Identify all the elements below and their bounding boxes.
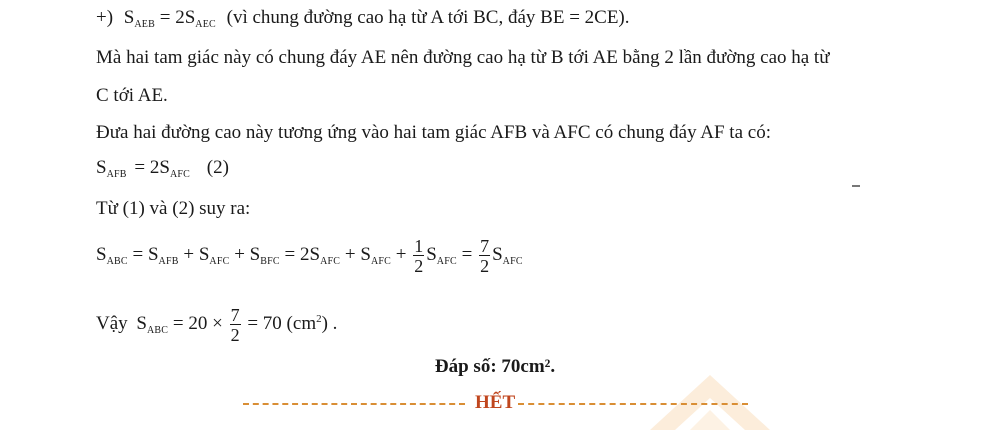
subscript: AFC	[436, 256, 457, 267]
stray-mark	[852, 185, 860, 187]
fraction-one-half	[413, 237, 424, 275]
operator-term: + S	[183, 244, 210, 265]
subscript: AFC	[502, 256, 523, 267]
operator-term: + S	[344, 244, 371, 265]
symbol-s: S	[426, 244, 437, 265]
statement-line-6: Từ (1) và (2) suy ra:	[96, 198, 251, 219]
subscript: ABC	[146, 325, 169, 336]
explanation-note: (vì chung đường cao hạ từ A tới BC, đáy BE = 2CE).	[226, 7, 630, 28]
statement-line-4: Đưa hai đường cao này tương ứng vào hai tam giác AFB và AFC có chung đáy AF ta có:	[96, 122, 771, 143]
numerator: 7	[230, 304, 240, 325]
fraction-seven-halves	[230, 306, 241, 344]
equation-tag: (2)	[206, 157, 229, 178]
operator-term: + S	[234, 244, 261, 265]
result-value: = 70 (cm	[247, 313, 317, 334]
subscript: AFC	[209, 256, 230, 267]
symbol-s: S	[492, 244, 503, 265]
right-dashes	[518, 403, 748, 405]
subscript: AFC	[370, 256, 391, 267]
subscript: AFC	[320, 256, 341, 267]
statement-line-2: Mà hai tam giác này có chung đáy AE nên đường cao hạ từ B tới AE bằng 2 lần đường cao hạ từ	[96, 47, 830, 68]
symbol-s: S	[136, 313, 147, 334]
subscript: ABC	[106, 256, 128, 267]
operator-term: = 2S	[284, 244, 321, 265]
formula-s-aeb	[124, 7, 221, 28]
equals-term: = 2S	[134, 157, 170, 178]
symbol-s: S	[123, 7, 135, 28]
subscript: AFB	[158, 256, 179, 267]
equals-term: = 2S	[159, 7, 196, 28]
left-dashes	[243, 403, 465, 405]
closing-paren: ) .	[321, 313, 338, 334]
symbol-s: S	[96, 244, 107, 265]
operator-term: = S	[132, 244, 159, 265]
symbol-s: S	[96, 157, 107, 178]
end-divider	[243, 392, 748, 416]
numerator: 1	[414, 235, 424, 256]
result-equation	[96, 296, 337, 354]
bullet-marker: +)	[96, 7, 114, 28]
sum-equation	[96, 232, 523, 285]
fraction-seven-halves	[479, 237, 490, 275]
subscript: BFC	[260, 256, 280, 267]
subscript: AEB	[134, 19, 155, 30]
operator-term: +	[395, 244, 407, 265]
subscript: AFC	[169, 169, 190, 180]
statement-line-3: C tới AE.	[96, 85, 168, 106]
statement-line-1	[96, 6, 630, 37]
operator-term: = 20 ×	[172, 313, 223, 334]
formula-line-2	[96, 156, 229, 187]
denominator: 2	[230, 324, 240, 345]
denominator: 2	[414, 255, 424, 276]
operator-term: =	[461, 244, 473, 265]
superscript: 2	[316, 313, 322, 325]
end-label: HẾT	[475, 392, 516, 413]
subscript: AFB	[106, 169, 127, 180]
denominator: 2	[480, 255, 490, 276]
numerator: 7	[480, 235, 490, 256]
subscript: AEC	[195, 19, 216, 30]
final-answer: Đáp số: 70cm².	[434, 356, 556, 377]
conclusion-word: Vậy	[96, 313, 128, 334]
